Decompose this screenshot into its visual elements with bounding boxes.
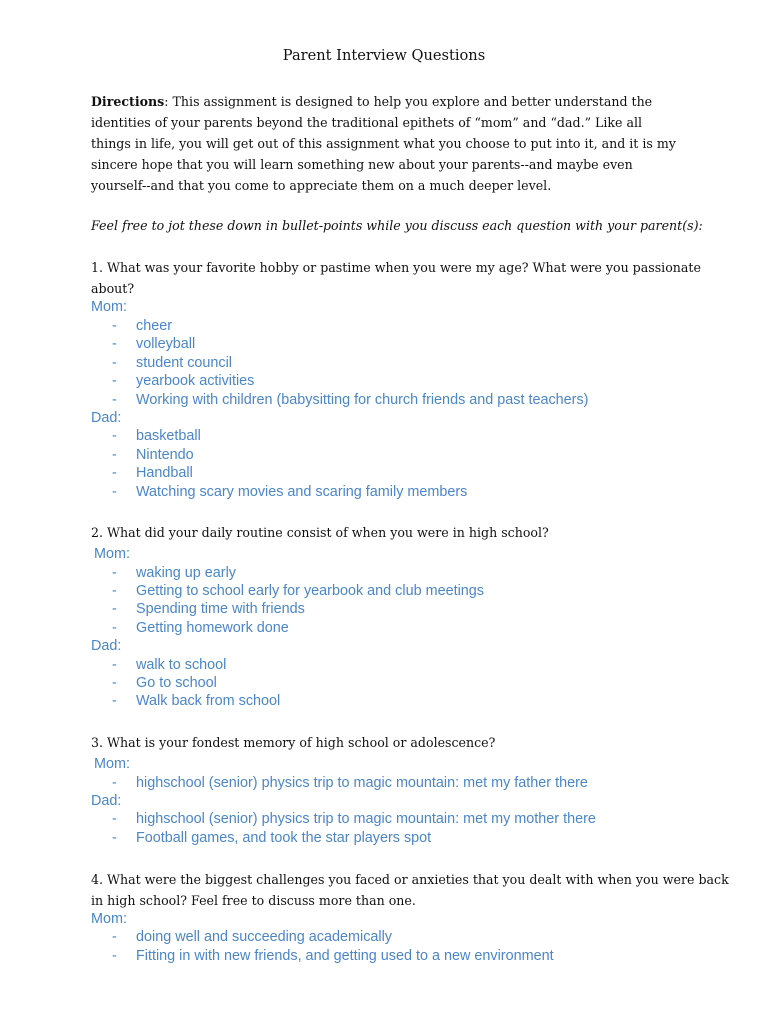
directions-line-3: things in life, you will get out of this assignment what you choose to put into it, and it is my bbox=[91, 136, 676, 151]
question-2-line-1: 2. What did your daily routine consist of when you were in high school? bbox=[91, 525, 549, 540]
question-1-line-2: about? bbox=[91, 281, 135, 296]
list-item: - cheer bbox=[112, 318, 172, 334]
directions-paragraph bbox=[91, 91, 691, 196]
directions-line-1: Directions: This assignment is designed to help you explore and better understand the bbox=[91, 94, 653, 109]
directions-line-2: identities of your parents beyond the traditional epithets of “mom” and “dad.” Like all bbox=[91, 115, 643, 130]
list-item: - Getting to school early for yearbook and club meetings bbox=[112, 583, 484, 599]
list-item: - Getting homework done bbox=[112, 620, 289, 636]
list-item: - Handball bbox=[112, 465, 193, 481]
list-item: - Football games, and took the star players spot bbox=[112, 830, 432, 846]
dad-label: Dad: bbox=[91, 793, 122, 809]
list-item: - waking up early bbox=[112, 565, 236, 581]
list-item: - walk to school bbox=[112, 657, 227, 673]
list-item: - yearbook activities bbox=[112, 373, 255, 389]
mom-label: Mom: bbox=[94, 756, 130, 772]
list-item: - Spending time with friends bbox=[112, 601, 305, 617]
list-item: - Walk back from school bbox=[112, 693, 281, 709]
dad-label: Dad: bbox=[91, 638, 122, 654]
question-4-line-2: in high school? Feel free to discuss more than one. bbox=[91, 893, 416, 908]
list-item: - Nintendo bbox=[112, 447, 194, 463]
list-item: - doing well and succeeding academically bbox=[112, 929, 392, 945]
instruction-text: Feel free to jot these down in bullet-points while you discuss each question with your parent(s): bbox=[91, 218, 703, 233]
directions-line-4: sincere hope that you will learn something new about your parents--and maybe even bbox=[91, 157, 633, 172]
question-1-line-1: 1. What was your favorite hobby or pastime when you were my age? What were you passionate bbox=[91, 260, 701, 275]
list-item: - Go to school bbox=[112, 675, 217, 691]
list-item: - Watching scary movies and scaring family members bbox=[112, 484, 468, 500]
list-item: - highschool (senior) physics trip to magic mountain: met my father there bbox=[112, 775, 588, 791]
list-item: - highschool (senior) physics trip to magic mountain: met my mother there bbox=[112, 811, 596, 827]
list-item: - Working with children (babysitting for church friends and past teachers) bbox=[112, 392, 589, 408]
question-4-line-1: 4. What were the biggest challenges you faced or anxieties that you dealt with when you were back bbox=[91, 872, 729, 887]
list-item: - basketball bbox=[112, 428, 201, 444]
document-title: Parent Interview Questions bbox=[282, 47, 486, 64]
directions-label: Directions bbox=[91, 94, 165, 109]
mom-label: Mom: bbox=[91, 299, 127, 315]
list-item: - student council bbox=[112, 355, 232, 371]
directions-line-5: yourself--and that you come to appreciate them on a much deeper level. bbox=[91, 178, 552, 193]
dad-label: Dad: bbox=[91, 410, 122, 426]
mom-label: Mom: bbox=[94, 546, 130, 562]
question-3-line-1: 3. What is your fondest memory of high school or adolescence? bbox=[91, 735, 496, 750]
list-item: - volleyball bbox=[112, 336, 196, 352]
mom-label: Mom: bbox=[91, 911, 127, 927]
list-item: - Fitting in with new friends, and getting used to a new environment bbox=[112, 948, 554, 964]
